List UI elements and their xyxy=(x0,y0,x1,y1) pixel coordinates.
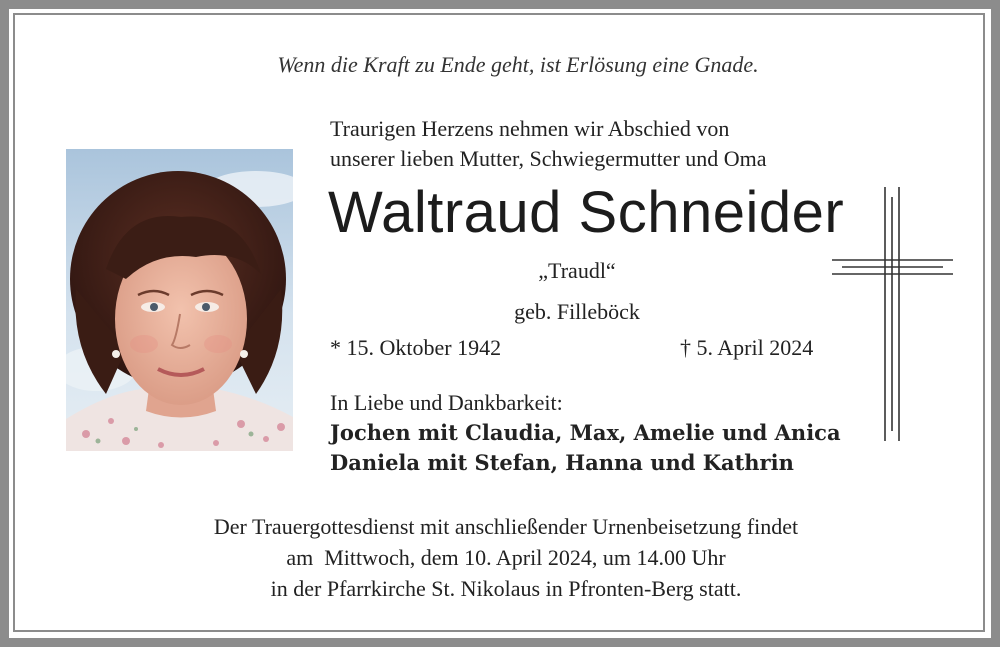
service-line-2: am Mittwoch, dem 10. April 2024, um 14.00 Uhr xyxy=(286,545,726,570)
intro-line-2: unserer lieben Mutter, Schwiegermutter und Oma xyxy=(330,146,767,171)
deceased-nickname: „Traudl“ xyxy=(538,258,616,283)
birth-date: * 15. Oktober 1942 xyxy=(330,335,502,360)
deceased-name: Waltraud Schneider xyxy=(328,180,845,245)
family-section xyxy=(330,388,841,478)
portrait-photo xyxy=(66,149,293,451)
family-line-1: Jochen mit Claudia, Max, Amelie und Anica xyxy=(330,420,841,445)
cross-icon xyxy=(830,185,955,443)
deceased-born-name: geb. Filleböck xyxy=(514,299,640,324)
family-heading: In Liebe und Dankbarkeit: xyxy=(330,390,563,415)
motto: Wenn die Kraft zu Ende geht, ist Erlösung eine Gnade. xyxy=(277,52,759,77)
intro-line-1: Traurigen Herzens nehmen wir Abschied von xyxy=(330,116,730,141)
death-date: † 5. April 2024 xyxy=(680,335,814,360)
service-info xyxy=(0,511,1000,604)
service-line-1: Der Trauergottesdienst mit anschließender Urnenbeisetzung findet xyxy=(213,514,799,539)
service-line-3: in der Pfarrkirche St. Nikolaus in Pfronten-Berg statt. xyxy=(270,576,742,601)
intro-text xyxy=(330,114,767,174)
family-line-2: Daniela mit Stefan, Hanna und Kathrin xyxy=(330,450,794,475)
